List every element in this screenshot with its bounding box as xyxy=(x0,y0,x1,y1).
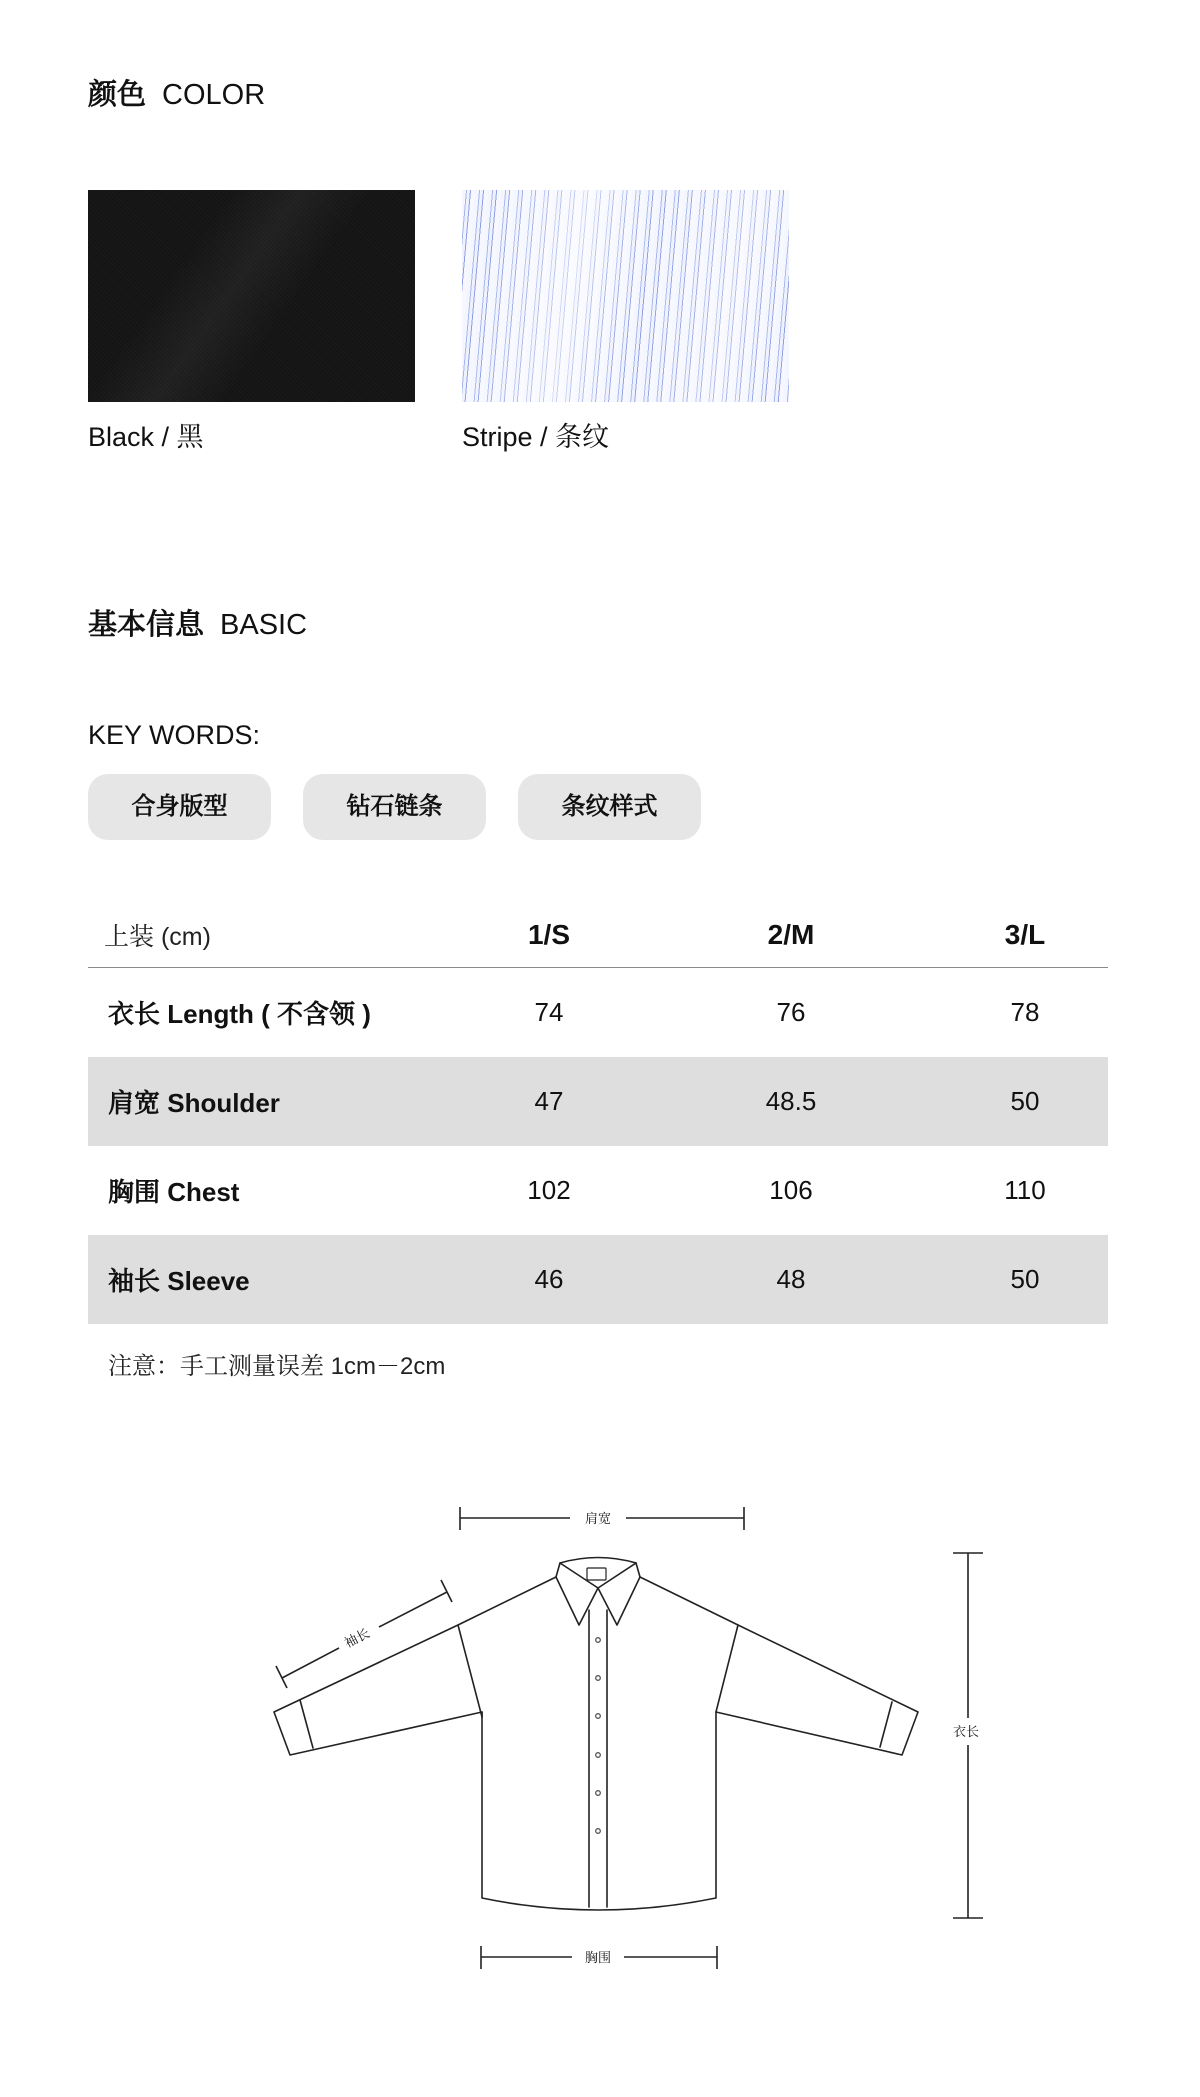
label-sleeve: 袖长 xyxy=(341,1625,372,1651)
row-value: 102 xyxy=(527,1175,571,1205)
color-title-cn: 颜色 xyxy=(88,79,147,111)
size-table-header xyxy=(88,902,1108,968)
header-garment: 上装 (cm) xyxy=(104,922,211,951)
header-size-l: 3/L xyxy=(1004,918,1046,950)
header-size-s: 1/S xyxy=(527,918,571,950)
row-label: 袖长 Sleeve xyxy=(108,1266,250,1296)
header-size-m: 2/M xyxy=(767,918,815,950)
row-value: 47 xyxy=(534,1086,564,1116)
color-section-title xyxy=(88,78,265,112)
basic-title-cn: 基本信息 xyxy=(88,609,205,641)
row-value: 48.5 xyxy=(765,1086,817,1116)
label-length: 衣长 xyxy=(952,1724,980,1739)
row-value: 50 xyxy=(1010,1264,1040,1294)
table-row-sleeve xyxy=(88,1235,1108,1324)
row-value: 48 xyxy=(776,1264,806,1294)
row-value: 74 xyxy=(534,997,564,1027)
table-row-length xyxy=(88,968,1108,1057)
shirt-measurement-diagram xyxy=(0,1450,1200,1990)
keyword-tag: 条纹样式 xyxy=(518,774,701,840)
row-value: 78 xyxy=(1010,997,1040,1027)
shirt-outline xyxy=(274,1558,918,1911)
swatch-black[interactable] xyxy=(88,190,415,402)
row-value: 46 xyxy=(534,1264,564,1294)
row-value: 50 xyxy=(1010,1086,1040,1116)
row-value: 76 xyxy=(776,997,806,1027)
row-label: 胸围 Chest xyxy=(108,1177,240,1207)
row-value: 110 xyxy=(1004,1175,1046,1205)
buttons xyxy=(596,1638,601,1834)
swatch-label-stripe: Stripe / 条纹 xyxy=(462,422,610,452)
measurement-note: 注意：手工测量误差 1cm－2cm xyxy=(108,1353,446,1380)
keywords-label: KEY WORDS: xyxy=(88,720,261,750)
swatch-stripe[interactable] xyxy=(462,190,789,402)
measure-labels xyxy=(342,1511,979,1965)
label-shoulder: 肩宽 xyxy=(584,1511,612,1526)
color-title-en: COLOR xyxy=(162,79,266,111)
basic-section-title xyxy=(88,608,307,642)
size-table xyxy=(88,902,1108,1324)
row-label: 肩宽 Shoulder xyxy=(108,1088,280,1118)
measure-lines xyxy=(276,1507,983,1969)
keyword-tag: 钻石链条 xyxy=(303,774,486,840)
label-chest: 胸围 xyxy=(584,1950,612,1965)
swatch-label-black: Black / 黑 xyxy=(88,422,204,452)
row-label: 衣长 Length ( 不含领 ) xyxy=(108,999,371,1029)
row-value: 106 xyxy=(769,1175,813,1205)
basic-title-en: BASIC xyxy=(220,609,308,641)
keyword-tag: 合身版型 xyxy=(88,774,271,840)
table-row-shoulder xyxy=(88,1057,1108,1146)
table-row-chest xyxy=(88,1146,1108,1235)
